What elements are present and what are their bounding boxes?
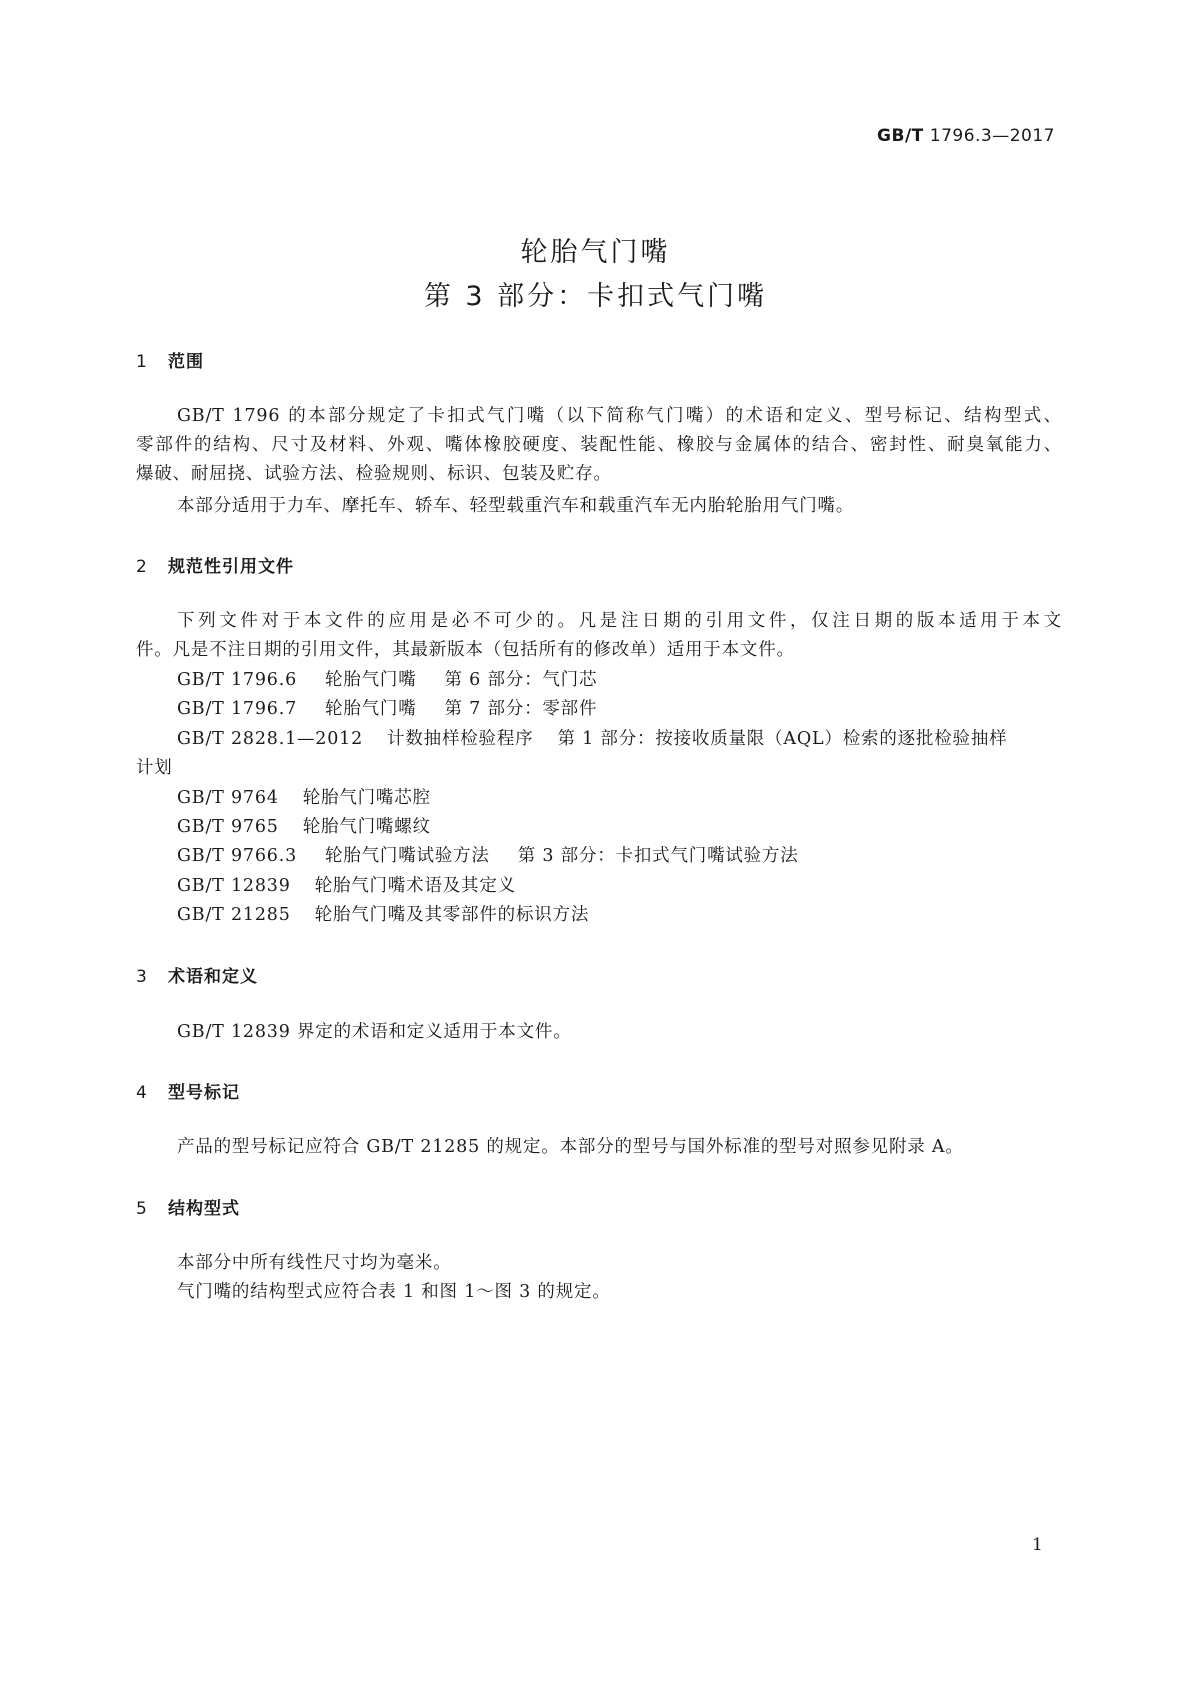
reference-item xyxy=(177,901,589,926)
paragraph-line: 气门嘴的结构型式应符合表 1 和图 1～图 3 的规定。 xyxy=(177,1282,611,1302)
document-title: 轮胎气门嘴 xyxy=(520,237,671,268)
section-number: 3 xyxy=(136,967,148,987)
reference-title: 轮胎气门嘴芯腔 xyxy=(302,788,431,808)
section-heading-scope xyxy=(136,347,204,372)
paragraph-line: GB/T 12839 界定的术语和定义适用于本文件。 xyxy=(177,1022,572,1042)
section-heading-designation xyxy=(136,1078,240,1103)
reference-title: 计数抽样检验程序 xyxy=(387,729,534,749)
document-subtitle: 第 3 部分：卡扣式气门嘴 xyxy=(423,281,768,312)
reference-item xyxy=(177,725,1007,750)
paragraph-line: 本部分适用于力车、摩托车、轿车、轻型载重汽车和载重汽车无内胎轮胎用气门嘴。 xyxy=(177,496,855,516)
reference-title: 轮胎气门嘴及其零部件的标识方法 xyxy=(314,905,590,925)
reference-code: GB/T 2828.1—2012 xyxy=(177,729,364,749)
section-title: 型号标记 xyxy=(168,1083,240,1103)
reference-continuation: 计划 xyxy=(136,758,173,778)
reference-part: 第 7 部分：零部件 xyxy=(444,699,598,719)
reference-part: 第 3 部分：卡扣式气门嘴试验方法 xyxy=(517,846,799,866)
paragraph-line: 产品的型号标记应符合 GB/T 21285 的规定。本部分的型号与国外标准的型号对照参见附录 A。 xyxy=(177,1137,964,1157)
reference-code: GB/T 9764 xyxy=(177,788,279,808)
section-number: 2 xyxy=(136,557,148,577)
paragraph-line: 下列文件对于本文件的应用是必不可少的。凡是注日期的引用文件，仅注日期的版本适用于本文 xyxy=(177,611,1062,631)
section-title: 规范性引用文件 xyxy=(168,557,294,577)
reference-code: GB/T 1796.6 xyxy=(177,670,298,690)
reference-item xyxy=(177,872,516,897)
reference-code: GB/T 9765 xyxy=(177,817,279,837)
standard-code xyxy=(877,126,1055,146)
reference-title: 轮胎气门嘴试验方法 xyxy=(325,846,490,866)
reference-code: GB/T 1796.7 xyxy=(177,699,298,719)
section-title: 结构型式 xyxy=(168,1199,240,1219)
section-title: 范围 xyxy=(168,352,204,372)
reference-part: 第 1 部分：按接收质量限（AQL）检索的逐批检验抽样 xyxy=(557,729,1008,749)
reference-item xyxy=(177,813,431,838)
section-number: 1 xyxy=(136,352,148,372)
reference-code: GB/T 21285 xyxy=(177,905,291,925)
paragraph-line: 件。凡是不注日期的引用文件，其最新版本（包括所有的修改单）适用于本文件。 xyxy=(136,640,795,660)
paragraph-line: 爆破、耐屈挠、试验方法、检验规则、标识、包装及贮存。 xyxy=(136,464,612,484)
section-heading-terms xyxy=(136,962,258,987)
reference-code: GB/T 9766.3 xyxy=(177,846,298,866)
page-number: 1 xyxy=(1032,1535,1043,1555)
standard-number: 1796.3—2017 xyxy=(929,126,1055,146)
reference-item xyxy=(177,695,597,720)
reference-title: 轮胎气门嘴 xyxy=(325,699,417,719)
section-number: 4 xyxy=(136,1083,148,1103)
section-heading-normative-references xyxy=(136,552,294,577)
reference-title: 轮胎气门嘴 xyxy=(325,670,417,690)
section-number: 5 xyxy=(136,1199,148,1219)
reference-item xyxy=(177,842,799,867)
reference-item xyxy=(177,666,597,691)
section-title: 术语和定义 xyxy=(168,967,258,987)
reference-code: GB/T 12839 xyxy=(177,876,291,896)
reference-item xyxy=(177,784,431,809)
paragraph-line: 零部件的结构、尺寸及材料、外观、嘴体橡胶硬度、装配性能、橡胶与金属体的结合、密封性、耐臭氧能力、 xyxy=(136,435,1062,455)
standard-prefix: GB/T xyxy=(877,126,924,146)
reference-title: 轮胎气门嘴术语及其定义 xyxy=(314,876,516,896)
section-heading-structure xyxy=(136,1194,240,1219)
paragraph-line: GB/T 1796 的本部分规定了卡扣式气门嘴（以下简称气门嘴）的术语和定义、型号标记、结构型式、 xyxy=(177,406,1062,426)
reference-part: 第 6 部分：气门芯 xyxy=(444,670,598,690)
reference-title: 轮胎气门嘴螺纹 xyxy=(302,817,431,837)
paragraph-line: 本部分中所有线性尺寸均为毫米。 xyxy=(177,1253,452,1273)
